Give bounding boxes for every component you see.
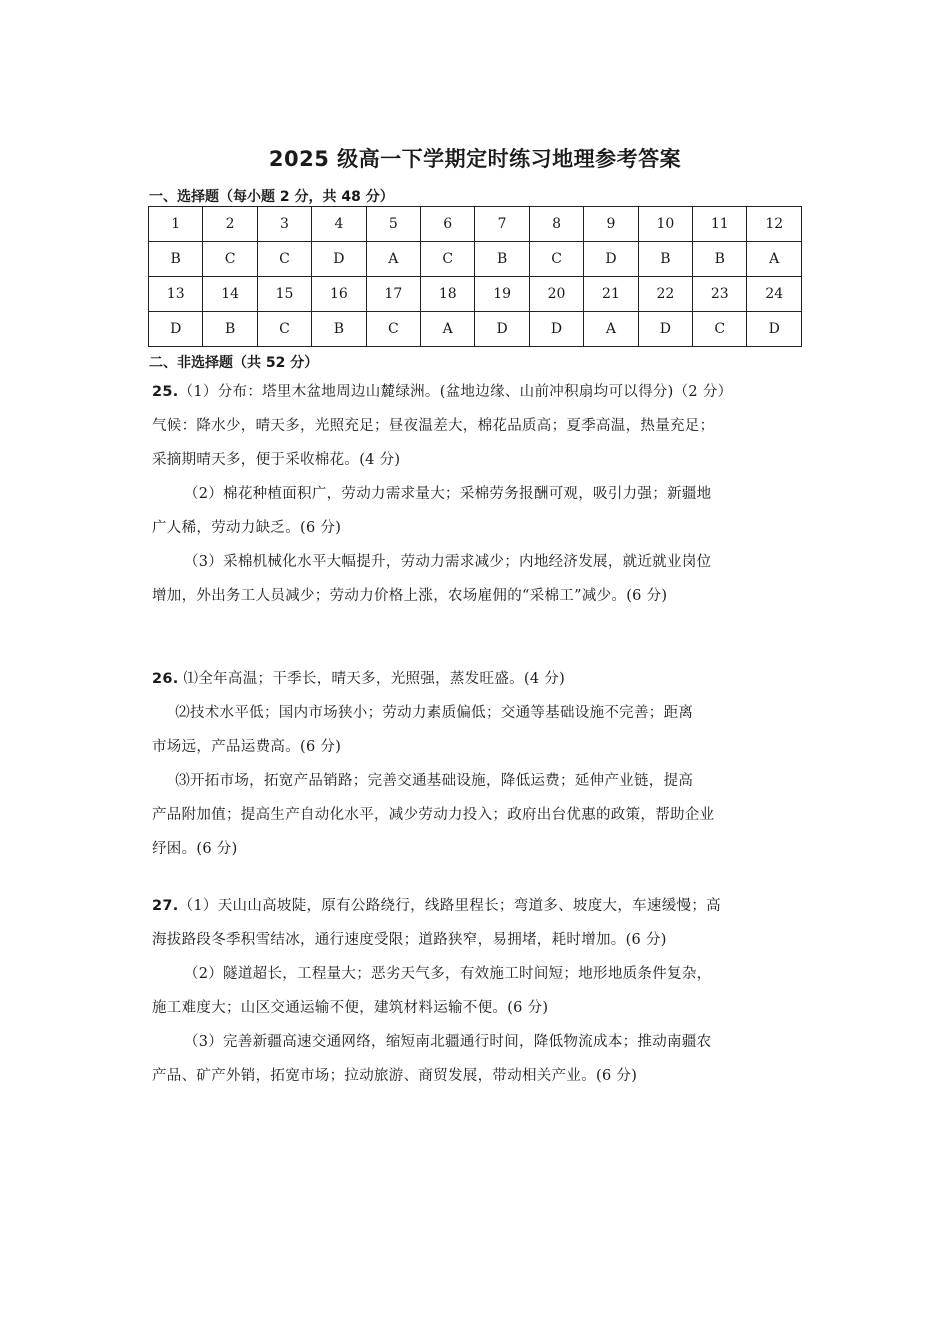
answer-cell: A — [421, 312, 475, 347]
answer-cell: B — [149, 242, 203, 277]
q25-part3-line1: （3）采棉机械化水平大幅提升，劳动力需求减少；内地经济发展，就近就业岗位 — [183, 554, 712, 570]
q27-part3-line1: （3）完善新疆高速交通网络，缩短南北疆通行时间，降低物流成本；推动南疆农 — [183, 1034, 712, 1050]
answer-cell: B — [203, 312, 257, 347]
question-25 — [152, 375, 802, 613]
section-1-heading: 一、选择题（每小题 2 分，共 48 分） — [149, 189, 394, 205]
q27-part1-line1: 27.（1）天山山高坡陡，原有公路绕行，线路里程长；弯道多、坡度大，车速缓慢；高 — [152, 898, 721, 914]
question-27 — [152, 889, 802, 1093]
q26-part3-line2: 产品附加值；提高生产自动化水平，减少劳动力投入；政府出台优惠的政策，帮助企业 — [152, 807, 715, 823]
answer-cell: D — [149, 312, 203, 347]
q27-part1-line2: 海拔路段冬季积雪结冰，通行速度受限；道路狭窄，易拥堵，耗时增加。(6 分) — [152, 932, 667, 948]
answer-cell: C — [421, 242, 475, 277]
answer-cell: C — [257, 312, 311, 347]
q25-part3-line2: 增加，外出务工人员减少；劳动力价格上涨，农场雇佣的“采棉工”减少。(6 分) — [152, 588, 668, 604]
answer-table — [148, 206, 802, 347]
answer-cell: A — [584, 312, 638, 347]
q25-number: 25. — [152, 384, 179, 400]
answer-cell: A — [747, 242, 802, 277]
question-number-cell: 11 — [693, 207, 747, 242]
q27-part2-line2: 施工难度大；山区交通运输不便，建筑材料运输不便。(6 分) — [152, 1000, 549, 1016]
answer-cell: D — [747, 312, 802, 347]
answer-cell: C — [366, 312, 420, 347]
question-number-cell: 4 — [312, 207, 366, 242]
question-number-cell: 20 — [529, 277, 583, 312]
q25-part1-line3: 采摘期晴天多，便于采收棉花。(4 分) — [152, 452, 401, 468]
question-number-cell: 10 — [638, 207, 692, 242]
question-number-cell: 12 — [747, 207, 802, 242]
answer-cell: A — [366, 242, 420, 277]
q25-part2-line2: 广人稀，劳动力缺乏。(6 分) — [152, 520, 342, 536]
q26-part2-line1: ⑵技术水平低；国内市场狭小；劳动力素质偏低；交通等基础设施不完善；距离 — [175, 705, 694, 721]
question-number-cell: 17 — [366, 277, 420, 312]
answer-cell: D — [638, 312, 692, 347]
q27-part3-line2: 产品、矿产外销，拓宽市场；拉动旅游、商贸发展，带动相关产业。(6 分) — [152, 1068, 638, 1084]
answer-row — [149, 242, 802, 277]
q26-part3-line3: 纾困。(6 分) — [152, 841, 238, 857]
question-26 — [152, 662, 802, 866]
question-number-cell: 16 — [312, 277, 366, 312]
question-number-cell: 8 — [529, 207, 583, 242]
q26-part3-line1: ⑶开拓市场，拓宽产品销路；完善交通基础设施，降低运费；延伸产业链，提高 — [175, 773, 694, 789]
q25-part2-line1: （2）棉花种植面积广，劳动力需求量大；采棉劳务报酬可观，吸引力强；新疆地 — [183, 486, 712, 502]
question-number-cell: 19 — [475, 277, 529, 312]
question-number-cell: 18 — [421, 277, 475, 312]
question-number-cell: 7 — [475, 207, 529, 242]
question-number-cell: 1 — [149, 207, 203, 242]
answer-cell: C — [693, 312, 747, 347]
answer-cell: B — [475, 242, 529, 277]
question-number-row — [149, 207, 802, 242]
answer-cell: B — [693, 242, 747, 277]
answer-cell: D — [529, 312, 583, 347]
question-number-cell: 22 — [638, 277, 692, 312]
question-number-cell: 9 — [584, 207, 638, 242]
question-number-cell: 2 — [203, 207, 257, 242]
answer-cell: D — [475, 312, 529, 347]
answer-cell: C — [203, 242, 257, 277]
q26-part1-line1: 26. ⑴全年高温；干季长，晴天多，光照强，蒸发旺盛。(4 分) — [152, 671, 566, 687]
answer-cell: B — [312, 312, 366, 347]
question-number-cell: 3 — [257, 207, 311, 242]
q26-number: 26. — [152, 671, 179, 687]
answer-row — [149, 312, 802, 347]
q27-part2-line1: （2）隧道超长，工程量大；恶劣天气多，有效施工时间短；地形地质条件复杂， — [183, 966, 712, 982]
question-number-cell: 21 — [584, 277, 638, 312]
question-number-cell: 24 — [747, 277, 802, 312]
question-number-cell: 5 — [366, 207, 420, 242]
answer-cell: D — [584, 242, 638, 277]
answer-cell: C — [257, 242, 311, 277]
q27-number: 27. — [152, 898, 179, 914]
question-number-row — [149, 277, 802, 312]
question-number-cell: 14 — [203, 277, 257, 312]
page-title: 2025 级高一下学期定时练习地理参考答案 — [268, 147, 682, 171]
question-number-cell: 15 — [257, 277, 311, 312]
section-2-heading: 二、非选择题（共 52 分） — [149, 355, 319, 371]
question-number-cell: 6 — [421, 207, 475, 242]
answer-cell: B — [638, 242, 692, 277]
answer-cell: D — [312, 242, 366, 277]
q25-part1-line1: 25.（1）分布：塔里木盆地周边山麓绿洲。(盆地边缘、山前冲积扇均可以得分)（2 分） — [152, 384, 733, 400]
question-number-cell: 13 — [149, 277, 203, 312]
q26-part2-line2: 市场远，产品运费高。(6 分) — [152, 739, 342, 755]
question-number-cell: 23 — [693, 277, 747, 312]
answer-cell: C — [529, 242, 583, 277]
q25-part1-line2: 气候：降水少，晴天多，光照充足；昼夜温差大，棉花品质高；夏季高温，热量充足； — [152, 418, 715, 434]
